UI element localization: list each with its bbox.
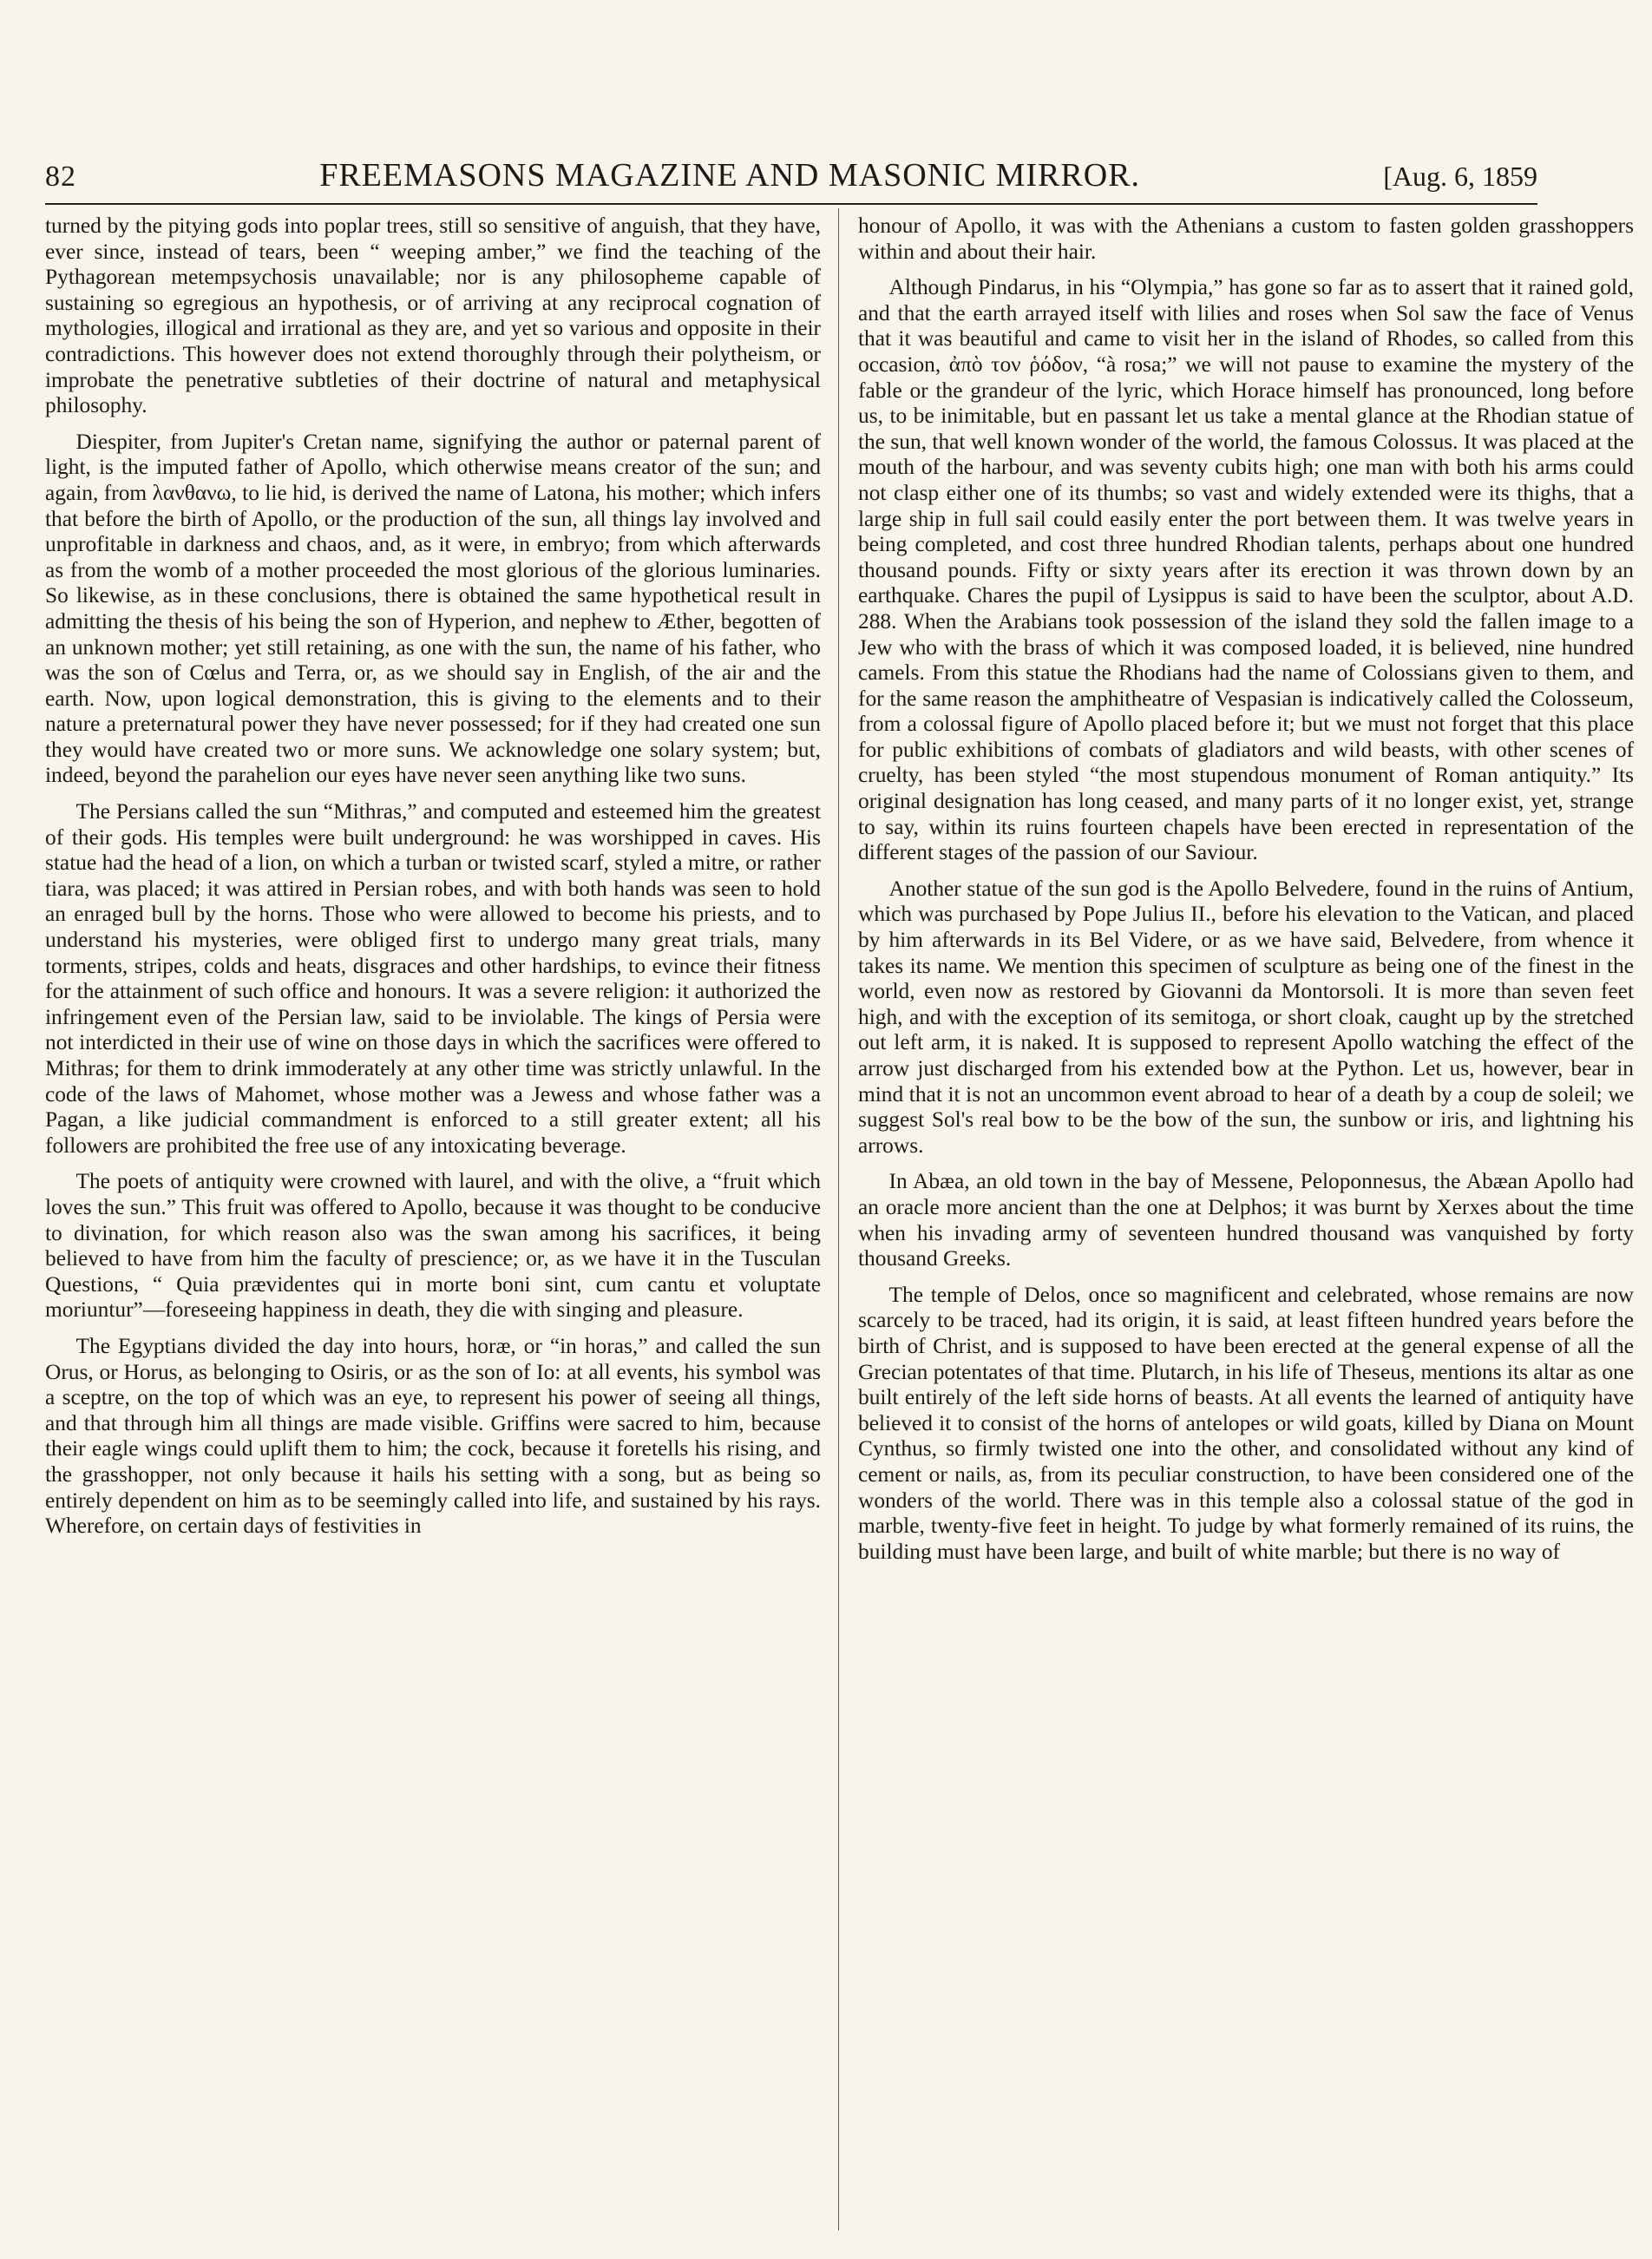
page-number: 82 [45,161,76,193]
left-column [45,213,821,1540]
paragraph: The Egyptians divided the day into hours, horæ, or “in horas,” and called the sun Orus, or Horus, as belonging to Osiris, or as the son of Io: at all events, his symbol was a sceptre, on the top of which was an eye, to represent his power of seeing all things, and that through him all things are made visible. Griffins were sacred to him, because their eagle wings could uplift them to him; the cock, because it foretells his rising, and the grasshopper, not only because it hails his setting with a song, but as being so entirely dependent on him as to be seemingly called into life, and sustained by his rays. Wherefore, on certain days of festivities in [45,1333,821,1539]
paragraph: Another statue of the sun god is the Apollo Belvedere, found in the ruins of Antium, which was purchased by Pope Julius II., before his elevation to the Vatican, and placed by him afterwards in its Bel Videre, or as we have said, Belvedere, from whence it takes its name. We mention this specimen of sculpture as being one of the finest in the world, even now as restored by Giovanni da Montorsoli. It is more than seven feet high, and with the exception of its semitoga, or short cloak, caught up by the stretched out left arm, it is naked. It is supposed to represent Apollo watching the effect of the arrow just discharged from his extended bow at the Python. Let us, however, bear in mind that it is not an uncommon event abroad to hear of a death by a coup de soleil; we suggest Sol's real bow to be the bow of the sun, the sunbow or iris, and lightning his arrows. [858,876,1634,1158]
paragraph: The Persians called the sun “Mithras,” and computed and esteemed him the greatest of their gods. His temples were built underground: he was worshipped in caves. His statue had the head of a lion, on which a turban or twisted scarf, styled a mitre, or rather tiara, was placed; it was attired in Persian robes, and with both hands was seen to hold an enraged bull by the horns. Those who were allowed to become his priests, and to understand his mysteries, were obliged first to undergo many great trials, many torments, stripes, colds and heats, disgraces and other hardships, to evince their fitness for the attainment of such office and honours. It was a severe religion: it authorized the infringement even of the Persian law, said to be inviolable. The kings of Persia were not interdicted in their use of wine on those days in which the sacrifices were offered to Mithras; for them to drink immoderately at any other time was strictly unlawful. In the code of the laws of Mahomet, whose mother was a Jewess and whose father was a Pagan, a like judicial commandment is enforced to a still greater extent; all his followers are prohibited the free use of any intoxicating beverage. [45,799,821,1158]
paragraph: Although Pindarus, in his “Olympia,” has gone so far as to assert that it rained gold, and that the earth arrayed itself with lilies and roses when Sol saw the face of Venus that it was beautiful and came to visit her in the island of Rhodes, so called from this occasion, ἀπὸ τον ῥόδον, “à rosa;” we will not pause to examine the mystery of the fable or the grandeur of the lyric, which Horace himself has pronounced, long before us, to be inimitable, but en passant let us take a mental glance at the Rhodian statue of the sun, that well known wonder of the world, the famous Colossus. It was placed at the mouth of the harbour, and was seventy cubits high; one man with both his arms could not clasp either one of its thumbs; so vast and widely extended were its thighs, that a large ship in full sail could easily enter the port between them. It was twelve years in being completed, and cost three hundred Rhodian talents, perhaps about one hundred thousand pounds. Fifty or sixty years after its erection it was thrown down by an earthquake. Chares the pupil of Lysippus is said to have been the sculptor, about A.D. 288. When the Arabians took possession of the island they sold the fallen image to a Jew who with the brass of which it was composed loaded, it is believed, nine hundred camels. From this statue the Rhodians had the name of Colossians given to them, and for the same reason the amphitheatre of Vespasian is indicatively called the Colosseum, from a colossal figure of Apollo placed before it; but we must not forget that this place for public exhibitions of combats of gladiators and wild beasts, with other scenes of cruelty, has been styled “the most stupendous monument of Roman antiquity.” Its original designation has long ceased, and many parts of it no longer exist, yet, strange to say, within its ruins fourteen chapels have been erected in representation of the different stages of the passion of our Saviour. [858,275,1634,865]
paragraph: honour of Apollo, it was with the Athenians a custom to fasten golden grasshoppers within and about their hair. [858,213,1634,264]
paragraph: turned by the pitying gods into poplar trees, still so sensitive of anguish, that they have, ever since, instead of tears, been “ weeping amber,” we find the teaching of the Pythagorean metempsychosis unavailable; nor is any philosopheme capable of sustaining so egregious an hypothesis, or of arriving at any reciprocal cognation of mythologies, illogical and irrational as they are, and yet so various and opposite in their contradictions. This however does not extend thoroughly through their polytheism, or improbate the penetrative subtleties of their doctrine of natural and metaphysical philosophy. [45,213,821,418]
paragraph: Diespiter, from Jupiter's Cretan name, signifying the author or paternal parent of light, is the imputed father of Apollo, which otherwise means creator of the sun; and again, from λανθανω, to lie hid, is derived the name of Latona, his mother; which infers that before the birth of Apollo, or the production of the sun, all things lay involved and unprofitable in darkness and chaos, and, as it were, in embryo; from which afterwards as from the womb of a mother proceeded the most glorious of the glorious luminaries. So likewise, as in these conclusions, there is obtained the same hypothetical result in admitting the thesis of his being the son of Hyperion, and nephew to Æther, begotten of an unknown mother; yet still retaining, as one with the sun, the name of his father, who was the son of Cœlus and Terra, or, as we should say in English, of the air and the earth. Now, upon logical demonstration, this is giving to the elements and to their nature a preternatural power they have never possessed; for if they had created one sun they would have created two or more suns. We acknowledge one solary system; but, indeed, beyond the parahelion our eyes have never seen anything like two suns. [45,429,821,788]
paragraph: The temple of Delos, once so magnificent and celebrated, whose remains are now scarcely to be traced, had its origin, it is said, at least fifteen hundred years before the birth of Christ, and is supposed to have been erected at the general expense of all the Grecian potentates of that time. Plutarch, in his life of Theseus, mentions its altar as one built entirely of the left side horns of beasts. At all events the learned of antiquity have believed it to consist of the horns of antelopes or wild goats, killed by Diana on Mount Cynthus, so firmly twisted one into the other, and consolidated without any kind of cement or nails, as, from its peculiar construction, to have been considered one of the wonders of the world. There was in this temple also a colossal statue of the god in marble, twenty-five feet in height. To judge by what formerly remained of its ruins, the building must have been large, and built of white marble; but there is no way of [858,1282,1634,1564]
header-rule [45,203,1537,205]
column-divider [838,208,839,2230]
page-header [45,156,1537,201]
issue-date: [Aug. 6, 1859 [1383,161,1537,192]
paragraph: In Abæa, an old town in the bay of Messene, Peloponnesus, the Abæan Apollo had an oracle more ancient than the one at Delphos; it was burnt by Xerxes about the time when his invading army of seventeen hundred thousand was vanquished by forty thousand Greeks. [858,1169,1634,1271]
right-column [858,213,1634,1565]
masthead-title: FREEMASONS MAGAZINE AND MASONIC MIRROR. [319,157,1141,194]
paragraph: The poets of antiquity were crowned with laurel, and with the olive, a “fruit which loves the sun.” This fruit was offered to Apollo, because it was thought to be conducive to divination, for which reason also was the swan among his sacrifices, it being believed to have from him the faculty of prescience; or, as we have it in the Tusculan Questions, “ Quia prævidentes qui in morte boni sint, cum cantu et voluptate moriuntur”—foreseeing happiness in death, they die with singing and pleasure. [45,1169,821,1323]
